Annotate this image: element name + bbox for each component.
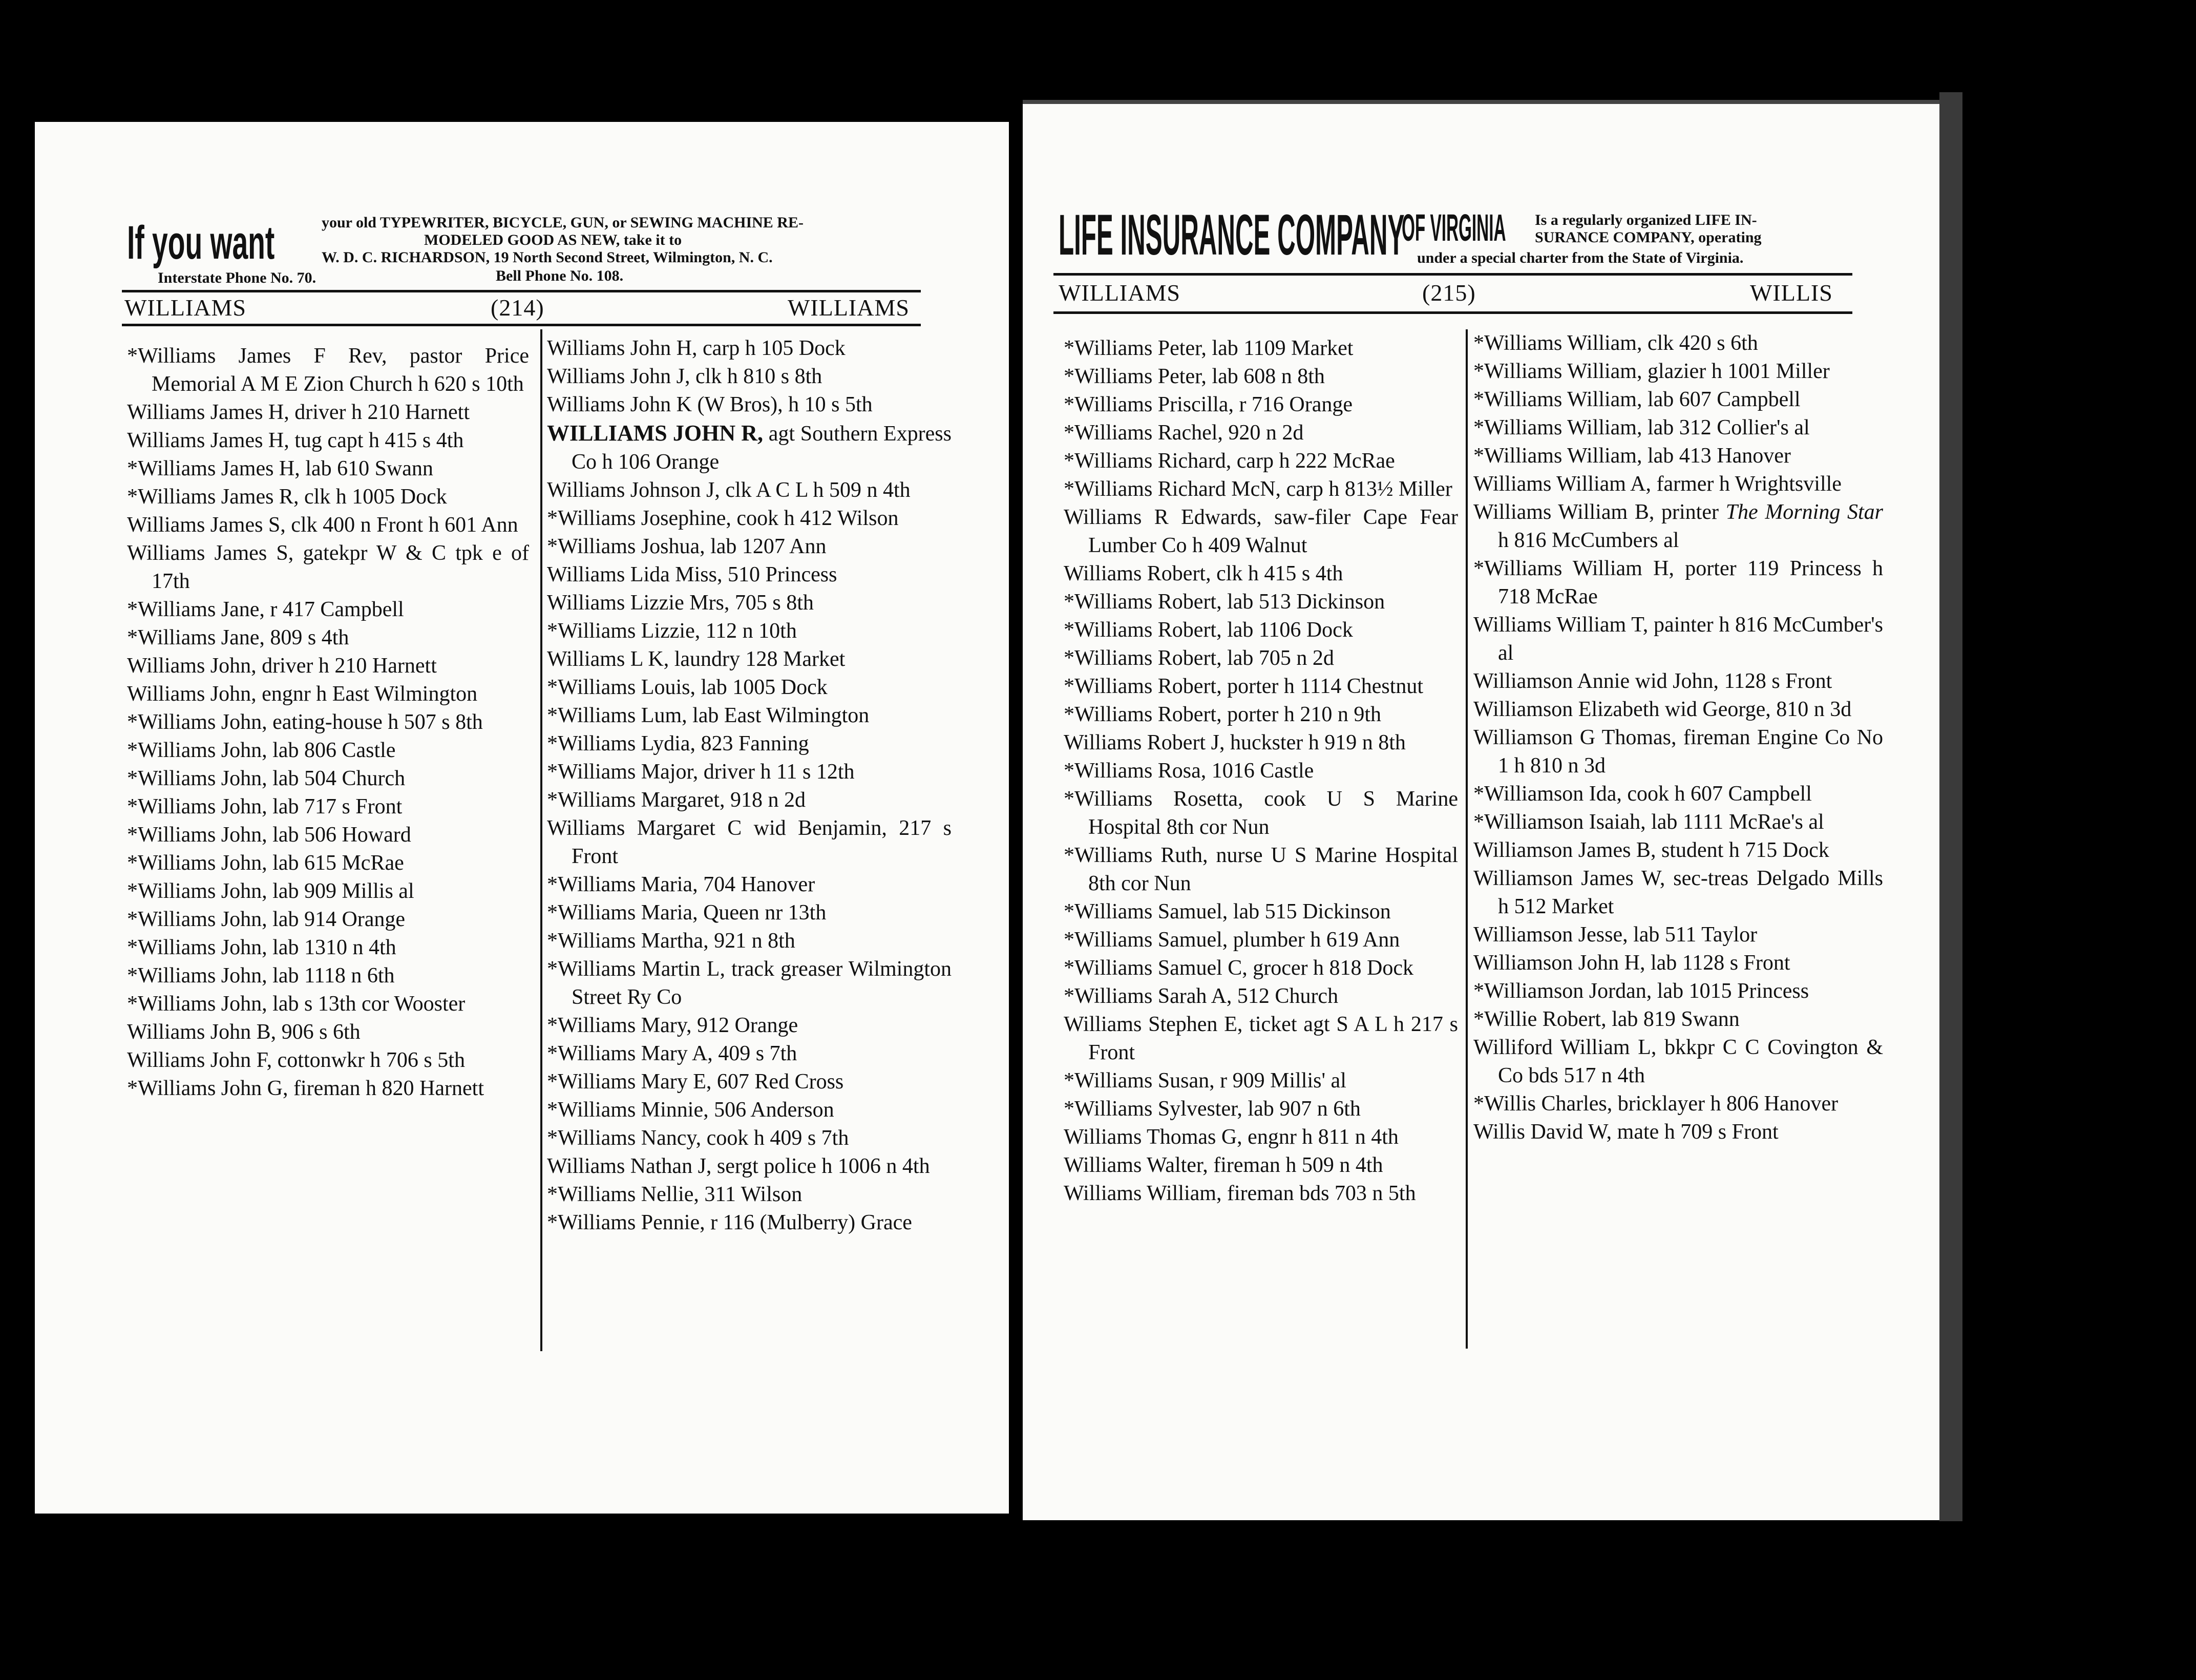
directory-entry (1473, 329, 1883, 358)
directory-entry (547, 419, 952, 476)
entry-text: *Williams Richard McN, carp h 813½ Miller (1064, 477, 1452, 501)
entry-italic: The Morning Star (1725, 500, 1883, 524)
entry-text: *Williams Sarah A, 512 Church (1064, 984, 1339, 1008)
directory-entry (1064, 616, 1458, 644)
directory-entry (1473, 949, 1883, 977)
directory-entry (1064, 503, 1458, 560)
directory-entry (1473, 724, 1883, 780)
directory-entry (127, 1075, 529, 1103)
directory-entry (127, 962, 529, 990)
directory-entry (1473, 1034, 1883, 1090)
directory-entry (1064, 363, 1458, 391)
entry-text: *Williams Peter, lab 1109 Market (1064, 337, 1354, 360)
entry-text: *Williams Mary, 912 Orange (547, 1014, 798, 1037)
directory-entry (547, 505, 952, 533)
directory-entry (547, 1012, 952, 1040)
directory-entry (547, 730, 952, 758)
ad-line-3: W. D. C. RICHARDSON, 19 North Second Street, Wilmington, N. C. (322, 249, 773, 266)
entry-text: *Williams Richard, carp h 222 McRae (1064, 449, 1395, 473)
directory-entry (127, 539, 529, 596)
entry-text: *Williams William, clk 420 s 6th (1473, 331, 1758, 355)
directory-entry (1473, 442, 1883, 470)
directory-entry (1064, 1123, 1458, 1151)
entry-text: *Williams Minnie, 506 Anderson (547, 1098, 834, 1122)
directory-entry (547, 391, 952, 419)
entry-text: Williamson Jesse, lab 511 Taylor (1473, 923, 1758, 947)
entry-text: *Williams Sylvester, lab 907 n 6th (1064, 1097, 1361, 1121)
entry-text: *Williams John, lab 504 Church (127, 767, 406, 790)
entry-text: Williams William A, farmer h Wrightsville (1473, 472, 1842, 496)
right-page (1023, 100, 1939, 1520)
entry-text: *Williamson Jordan, lab 1015 Princess (1473, 979, 1809, 1003)
header-rule (1053, 311, 1852, 314)
directory-entry (547, 533, 952, 561)
entry-text: *Williams Mary E, 607 Red Cross (547, 1070, 844, 1094)
ad-phone-bell: Bell Phone No. 108. (496, 267, 624, 284)
directory-entry (1473, 470, 1883, 498)
directory-entry (547, 1152, 952, 1181)
entry-text: *Williams Priscilla, r 716 Orange (1064, 393, 1353, 416)
entries-column-1 (127, 342, 529, 1103)
entry-text: Williamson Annie wid John, 1128 s Front (1473, 669, 1832, 693)
entry-text: Williams William T, painter h 816 McCumber's al (1473, 613, 1883, 665)
directory-entry (1473, 696, 1883, 724)
directory-entry (1064, 475, 1458, 503)
page-number: (214) (491, 295, 544, 321)
entry-text: Williams L K, laundry 128 Market (547, 647, 846, 671)
directory-entry (1064, 673, 1458, 701)
entry-text: *Williams Maria, Queen nr 13th (547, 901, 827, 925)
entry-text: Williams James H, driver h 210 Harnett (127, 401, 470, 424)
entry-text: Williams Lida Miss, 510 Princess (547, 563, 837, 586)
entry-text: Williams Walter, fireman h 509 n 4th (1064, 1153, 1383, 1177)
entry-text: *Williams Samuel C, grocer h 818 Dock (1064, 956, 1414, 980)
entry-text: Williams R Edwards, saw-filer Cape Fear Lumber Co h 409 Walnut (1064, 506, 1458, 557)
entry-text: *Williams Jane, r 417 Campbell (127, 598, 404, 621)
ad-headline-2: OF VIRGINIA (1402, 206, 1506, 249)
directory-entry (1473, 808, 1883, 836)
ad-line-2: SURANCE COMPANY, operating (1535, 229, 1762, 246)
directory-entry (547, 617, 952, 645)
entry-text: *Williams Rosetta, cook U S Marine Hospital 8th cor Nun (1064, 787, 1458, 839)
directory-entry (1064, 1151, 1458, 1180)
directory-entry (1064, 419, 1458, 447)
directory-entry (127, 455, 529, 483)
directory-entry (1064, 701, 1458, 729)
entry-text: *Williams Rachel, 920 n 2d (1064, 421, 1304, 445)
directory-entry (127, 483, 529, 511)
entry-text: *Williams Robert, lab 1106 Dock (1064, 618, 1353, 642)
entry-text: *Williams Susan, r 909 Millis' al (1064, 1069, 1346, 1093)
header-rule (122, 290, 921, 292)
entry-text: Williamson Elizabeth wid George, 810 n 3d (1473, 698, 1852, 721)
header-rule (122, 324, 921, 326)
directory-entry (1064, 842, 1458, 898)
entry-text: *Williams Mary A, 409 s 7th (547, 1042, 797, 1065)
entries-column-2 (547, 334, 952, 1237)
directory-entry (547, 1068, 952, 1096)
entry-text: *Williams Josephine, cook h 412 Wilson (547, 507, 899, 530)
directory-entry (127, 849, 529, 877)
entry-text: *Williams Peter, lab 608 n 8th (1064, 365, 1325, 388)
directory-entry (1064, 1011, 1458, 1067)
directory-entry (547, 871, 952, 899)
directory-entry (127, 708, 529, 737)
entry-text: *Williams John, lab 1310 n 4th (127, 936, 396, 959)
entry-text: *Williams Samuel, lab 515 Dickinson (1064, 900, 1391, 923)
entry-text: *Williams Martin L, track greaser Wilmington Street Ry Co (547, 957, 952, 1009)
running-head-left: WILLIAMS (1059, 280, 1180, 306)
directory-entry (1064, 560, 1458, 588)
book-edge (1939, 92, 1962, 1521)
entry-text: *Williams James H, lab 610 Swann (127, 457, 433, 480)
ad-headline: If you want (127, 217, 275, 269)
entry-text: *Williams William, lab 312 Collier's al (1473, 416, 1810, 439)
entry-text: *Williams Joshua, lab 1207 Ann (547, 535, 827, 558)
directory-entry (1064, 1067, 1458, 1095)
directory-entry (1473, 611, 1883, 667)
directory-entry (1064, 1180, 1458, 1208)
entry-text: *Williamson Ida, cook h 607 Campbell (1473, 782, 1812, 806)
entry-text: *Williams Margaret, 918 n 2d (547, 788, 806, 812)
entry-text: *Williams John, lab 1118 n 6th (127, 964, 395, 988)
directory-entry (1473, 1005, 1883, 1034)
entry-text: *Williams John, lab 506 Howard (127, 823, 411, 847)
entry-text: *Williams John, lab 914 Orange (127, 908, 406, 931)
entry-text: Williams Margaret C wid Benjamin, 217 s Front (547, 816, 952, 868)
directory-entry (547, 786, 952, 814)
entry-text: Williams John, engnr h East Wilmington (127, 682, 478, 706)
directory-entry (1473, 977, 1883, 1005)
entry-text: Williamson James B, student h 715 Dock (1473, 838, 1829, 862)
directory-entry (127, 652, 529, 680)
running-head-right: WILLIS (1750, 280, 1833, 306)
entry-text: *Williams John, lab 615 McRae (127, 851, 404, 875)
directory-entry (1064, 982, 1458, 1011)
entry-text: *Williams Nancy, cook h 409 s 7th (547, 1126, 849, 1150)
directory-entry (547, 758, 952, 786)
directory-entry (547, 955, 952, 1012)
directory-entry (547, 1181, 952, 1209)
entry-text: *Williams Lizzie, 112 n 10th (547, 619, 797, 643)
entry-text: *Williams John, lab 806 Castle (127, 739, 396, 762)
entry-text: Willis David W, mate h 709 s Front (1473, 1120, 1779, 1144)
directory-entry (127, 1018, 529, 1046)
ad-line-3: under a special charter from the State of Virginia. (1417, 249, 1744, 266)
directory-entry (1473, 836, 1883, 865)
directory-entry (547, 927, 952, 955)
entry-text: *Williamson Isaiah, lab 1111 McRae's al (1473, 810, 1824, 834)
directory-entry (1473, 414, 1883, 442)
directory-entry (1473, 667, 1883, 696)
directory-entry (1473, 555, 1883, 611)
directory-entry (1064, 644, 1458, 673)
entry-text: *Willis Charles, bricklayer h 806 Hanover (1473, 1092, 1839, 1116)
entry-text: *Williams John, lab 717 s Front (127, 795, 403, 818)
entry-text: *Williams Robert, porter h 210 n 9th (1064, 703, 1382, 726)
directory-entry (547, 476, 952, 505)
entry-text: *Williams Robert, lab 513 Dickinson (1064, 590, 1385, 614)
directory-entry (1064, 588, 1458, 616)
directory-entry (1064, 334, 1458, 363)
directory-entry (1473, 1090, 1883, 1118)
directory-entry (547, 589, 952, 617)
running-head-right: WILLIAMS (788, 295, 910, 321)
directory-entry (127, 427, 529, 455)
entry-text: Williamson John H, lab 1128 s Front (1473, 951, 1790, 975)
entry-text: *Williams Samuel, plumber h 619 Ann (1064, 928, 1400, 952)
directory-entry (1473, 498, 1883, 555)
directory-entry (1064, 757, 1458, 785)
entry-text: *Williams William, lab 607 Campbell (1473, 388, 1801, 411)
directory-entry (127, 793, 529, 821)
directory-entry (1064, 1095, 1458, 1123)
directory-entry (1064, 898, 1458, 926)
header-rule (1053, 273, 1852, 276)
directory-entry (1473, 780, 1883, 808)
directory-entry (127, 1046, 529, 1075)
entry-text: Williamson G Thomas, fireman Engine Co No 1 h 810 n 3d (1473, 726, 1883, 778)
entry-text: Williams Johnson J, clk A C L h 509 n 4th (547, 478, 911, 502)
entry-text: *Williams Rosa, 1016 Castle (1064, 759, 1314, 783)
entry-text: Williams Thomas G, engnr h 811 n 4th (1064, 1125, 1399, 1149)
directory-entry (127, 877, 529, 906)
ad-phone-interstate: Interstate Phone No. 70. (158, 269, 316, 286)
directory-entry (547, 1124, 952, 1152)
entry-text: *Williams Lydia, 823 Fanning (547, 732, 809, 755)
entry-text: *Williams John, lab 909 Millis al (127, 879, 414, 903)
directory-entry (127, 737, 529, 765)
entry-text: Williams James S, gatekpr W & C tpk e of 17th (127, 541, 529, 593)
directory-entry (1064, 729, 1458, 757)
directory-entry (127, 596, 529, 624)
directory-entry (1064, 954, 1458, 982)
entry-text: *Williams Maria, 704 Hanover (547, 873, 815, 896)
entry-text: agt Southern Express Co h 106 Orange (572, 422, 952, 474)
directory-entry (1473, 386, 1883, 414)
running-head-left: WILLIAMS (124, 295, 246, 321)
entry-text: Williams Robert, clk h 415 s 4th (1064, 562, 1343, 585)
entry-text: Williams John K (W Bros), h 10 s 5th (547, 393, 873, 416)
entry-text: *Williams Pennie, r 116 (Mulberry) Grace (547, 1211, 912, 1234)
directory-entry (1064, 926, 1458, 954)
entry-text: Williams John J, clk h 810 s 8th (547, 365, 822, 388)
entry-text: Williams John F, cottonwkr h 706 s 5th (127, 1048, 465, 1072)
directory-entry (547, 814, 952, 871)
ad-line-1: your old TYPEWRITER, BICYCLE, GUN, or SEWING MACHINE RE- (322, 214, 804, 231)
entry-text: *Willie Robert, lab 819 Swann (1473, 1007, 1740, 1031)
directory-entry (547, 702, 952, 730)
entries-column-1 (1064, 334, 1458, 1208)
entry-text: *Williams William, lab 413 Hanover (1473, 444, 1791, 468)
entry-text: Williams Lizzie Mrs, 705 s 8th (547, 591, 814, 615)
directory-entry (547, 1209, 952, 1237)
entry-text: *Williams Louis, lab 1005 Dock (547, 676, 828, 699)
entry-text: Williams John, driver h 210 Harnett (127, 654, 437, 678)
directory-entry (127, 765, 529, 793)
page-number: (215) (1422, 280, 1476, 306)
directory-entry (547, 674, 952, 702)
directory-entry (127, 398, 529, 427)
entry-text: Williford William L, bkkpr C C Covington & Co bds 517 n 4th (1473, 1036, 1883, 1087)
entry-text: Williams James H, tug capt h 415 s 4th (127, 429, 464, 452)
directory-entry (547, 334, 952, 363)
entry-text: *Williams Ruth, nurse U S Marine Hospital 8th cor Nun (1064, 844, 1458, 895)
entry-text: *Williams Major, driver h 11 s 12th (547, 760, 855, 784)
entry-text: Williams John H, carp h 105 Dock (547, 337, 846, 360)
directory-entry (1473, 1118, 1883, 1146)
directory-entry (127, 680, 529, 708)
directory-entry (547, 899, 952, 927)
entry-text: Williams Robert J, huckster h 919 n 8th (1064, 731, 1406, 754)
entry-text: *Williams William H, porter 119 Princess h 718 McRae (1473, 557, 1883, 608)
directory-entry (127, 821, 529, 849)
entry-text: *Williams John, eating-house h 507 s 8th (127, 710, 483, 734)
entry-text: *Williams Robert, porter h 1114 Chestnut (1064, 675, 1424, 698)
entry-text: Williamson James W, sec-treas Delgado Mills h 512 Market (1473, 867, 1883, 918)
directory-entry (127, 624, 529, 652)
entry-text: Williams Nathan J, sergt police h 1006 n 4th (547, 1154, 930, 1178)
directory-entry (127, 934, 529, 962)
entry-text: *Williams Lum, lab East Wilmington (547, 704, 870, 727)
directory-entry (547, 1040, 952, 1068)
directory-entry (127, 511, 529, 539)
column-divider (540, 329, 542, 1351)
entry-text: Williams William, fireman bds 703 n 5th (1064, 1182, 1416, 1205)
ad-line-2: MODELED GOOD AS NEW, take it to (424, 232, 682, 248)
entry-text: *Williams Nellie, 311 Wilson (547, 1183, 803, 1206)
entry-text: *Williams Jane, 809 s 4th (127, 626, 349, 649)
left-page (35, 122, 1009, 1514)
ad-line-1: Is a regularly organized LIFE IN- (1535, 212, 1757, 228)
entry-text: Williams William B, printer (1473, 500, 1726, 524)
directory-entry (127, 342, 529, 398)
entry-text: Williams James S, clk 400 n Front h 601 Ann (127, 513, 518, 537)
directory-entry (547, 363, 952, 391)
directory-entry (547, 1096, 952, 1124)
entry-text: Williams John B, 906 s 6th (127, 1020, 361, 1044)
entry-text: *Williams Robert, lab 705 n 2d (1064, 646, 1334, 670)
directory-entry (127, 906, 529, 934)
directory-entry (547, 645, 952, 674)
entry-text: *Williams James R, clk h 1005 Dock (127, 485, 447, 509)
ad-headline: LIFE INSURANCE COMPANY (1059, 203, 1405, 267)
column-divider (1466, 329, 1468, 1349)
directory-entry (1473, 358, 1883, 386)
entry-text: *Williams John, lab s 13th cor Wooster (127, 992, 466, 1016)
entry-name-bold: WILLIAMS JOHN R, (547, 421, 764, 446)
entry-text: *Williams William, glazier h 1001 Miller (1473, 360, 1830, 383)
entry-text: Williams Stephen E, ticket agt S A L h 217 s Front (1064, 1013, 1458, 1064)
directory-entry (1473, 865, 1883, 921)
directory-entry (1064, 391, 1458, 419)
directory-entry (1064, 447, 1458, 475)
entry-text: *Williams James F Rev, pastor Price Memorial A M E Zion Church h 620 s 10th (127, 344, 529, 396)
entry-text: *Williams Martha, 921 n 8th (547, 929, 795, 953)
directory-entry (547, 561, 952, 589)
entries-column-2 (1473, 329, 1883, 1146)
entry-text: h 816 McCumbers al (1498, 529, 1679, 552)
directory-entry (1064, 785, 1458, 842)
directory-entry (127, 990, 529, 1018)
directory-entry (1473, 921, 1883, 949)
entry-text: *Williams John G, fireman h 820 Harnett (127, 1077, 484, 1100)
